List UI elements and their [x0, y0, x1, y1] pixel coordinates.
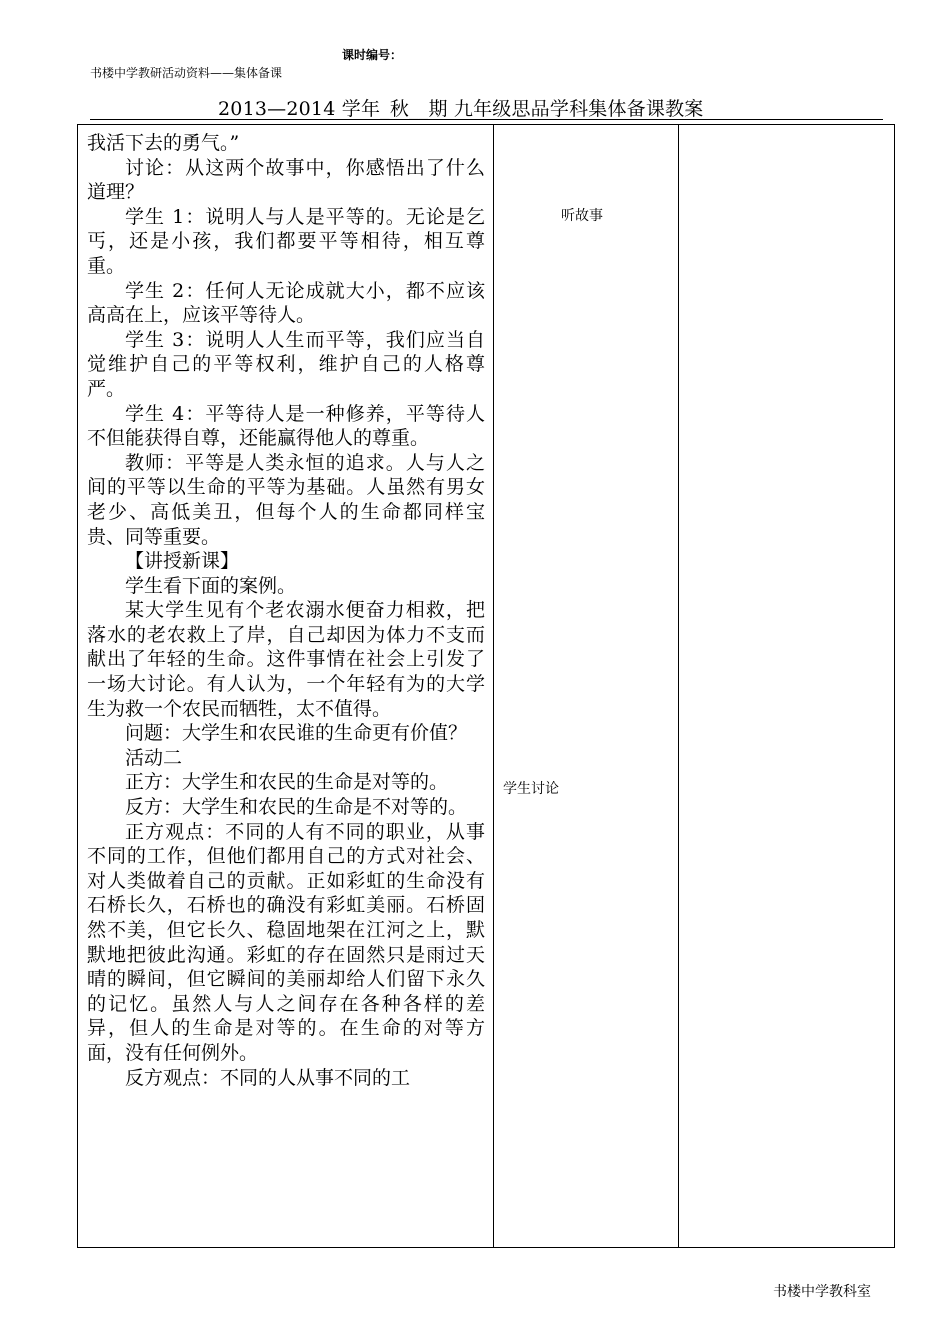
footer-office: 书楼中学教科室	[773, 1284, 871, 1300]
school-note: 书楼中学教研活动资料——集体备课	[90, 66, 283, 80]
content-paragraph: 学生 1：说明人与人是平等的。无论是乞丐，还是小孩，我们都要平等相待，相互尊重。	[87, 205, 485, 277]
content-paragraph: 正方观点：不同的人有不同的职业，从事不同的工作，但他们都用自己的方式对社会、对人类做着自己的贡献。正如彩虹的生命没有石桥长久，石桥也的确没有彩虹美丽。石桥固然不美，但它长久、稳固地架在江河之上，默默地把彼此沟通。彩虹的存在固然只是雨过天晴的瞬间，但它瞬间的美丽却给人们留下永久的记忆。虽然人与人之间存在各种各样的差异，但人的生命是对等的。在生命的对等方面，没有任何例外。	[87, 820, 485, 1064]
student-activity-column	[493, 125, 678, 1247]
lesson-plan-table	[77, 124, 895, 1248]
content-paragraph: 讨论：从这两个故事中，你感悟出了什么道理？	[87, 156, 485, 204]
content-paragraph: 学生看下面的案例。	[125, 574, 297, 597]
content-paragraph: 我活下去的勇气。”	[87, 132, 240, 154]
content-paragraph: 正方：大学生和农民的生命是对等的。	[125, 771, 449, 794]
notes-column	[678, 125, 894, 1247]
content-paragraph: 教师：平等是人类永恒的追求。人与人之间的平等以生命的平等为基础。人虽然有男女老少、高低美丑，但每个人的生命都同样宝贵、同等重要。	[87, 451, 485, 548]
content-paragraph: 学生 2：任何人无论成就大小，都不应该高高在上，应该平等待人。	[87, 279, 485, 327]
activity-note-story: 听故事	[561, 208, 603, 224]
title-underline	[90, 119, 883, 120]
content-paragraph: 问题：大学生和农民谁的生命更有价值？	[125, 722, 468, 745]
content-paragraph: 某大学生见有个老农溺水便奋力相救，把落水的老农救上了岸，自己却因为体力不支而献出了年轻的生命。这件事情在社会上引发了一场大讨论。有人认为，一个年轻有为的大学生为救一个农民而牺牲，太不值得。	[87, 599, 485, 720]
content-paragraph: 活动二	[125, 746, 183, 769]
content-paragraph: 学生 4：平等待人是一种修养，平等待人不但能获得自尊，还能赢得他人的尊重。	[87, 402, 485, 450]
lesson-number-label: 课时编号：	[342, 48, 403, 62]
document-title: 2013—2014 学年_秋__期 九年级思品学科集体备课教案	[218, 98, 704, 120]
content-paragraph: 反方观点：不同的人从事不同的工	[125, 1066, 411, 1089]
teaching-content-column	[78, 125, 493, 1247]
content-paragraph: 反方：大学生和农民的生命是不对等的。	[125, 796, 468, 819]
content-paragraph: 学生 3：说明人人生而平等，我们应当自觉维护自己的平等权利，维护自己的人格尊严。	[87, 328, 485, 400]
content-paragraph: 【讲授新课】	[125, 550, 240, 573]
activity-note-discussion: 学生讨论	[503, 781, 559, 797]
